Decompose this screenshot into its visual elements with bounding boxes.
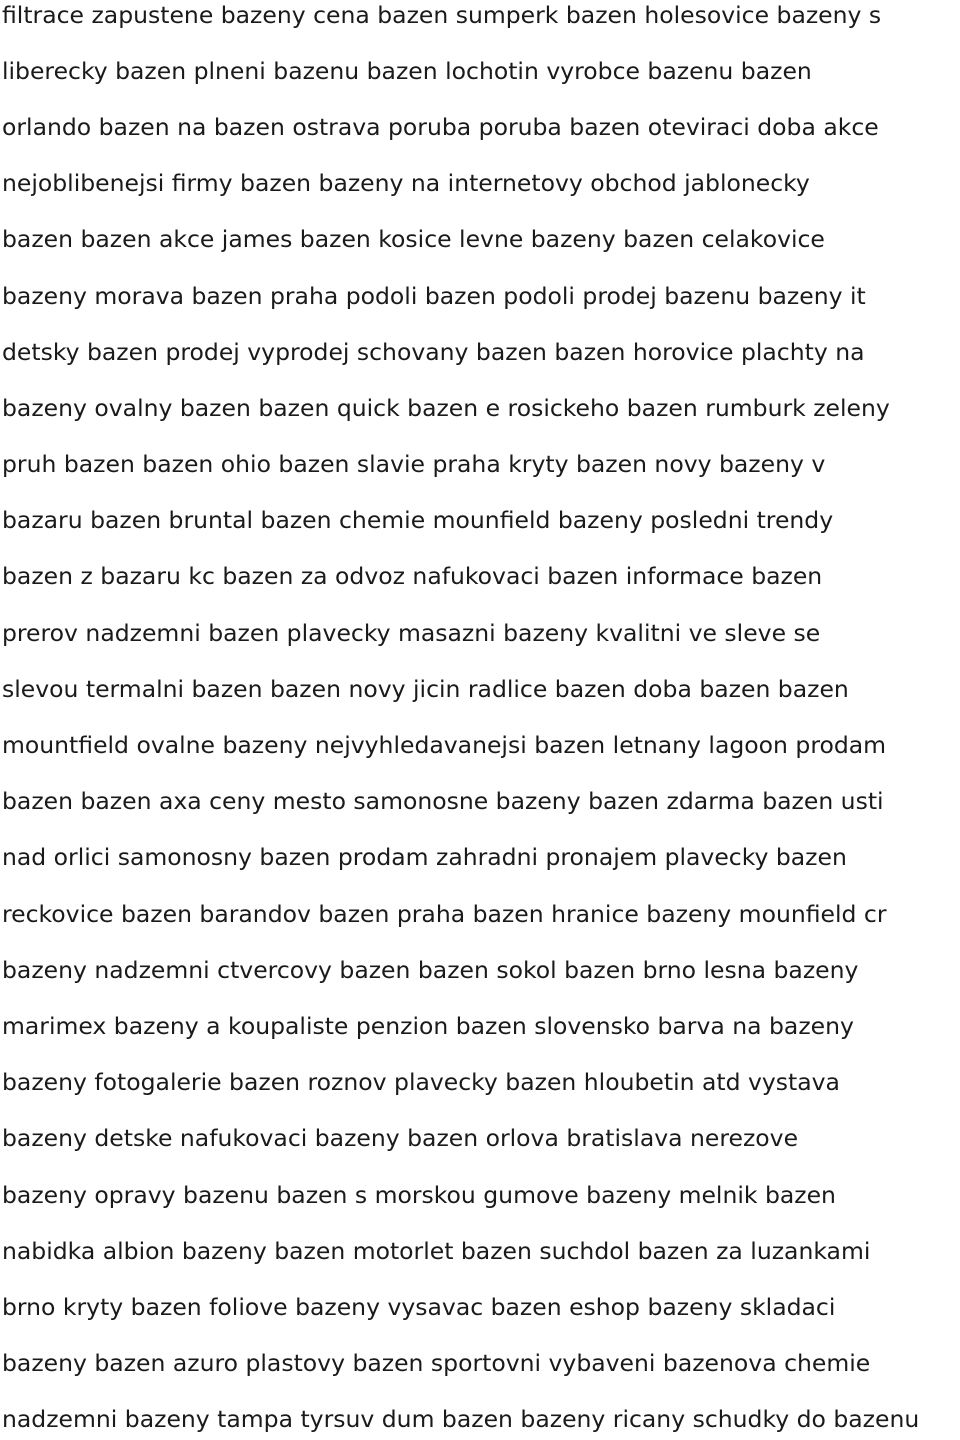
text-line: detsky bazen prodej vyprodej schovany bazen bazen horovice plachty na [2,338,865,366]
text-line: marimex bazeny a koupaliste penzion bazen slovensko barva na bazeny [2,1012,854,1040]
text-line: bazeny nadzemni ctvercovy bazen bazen sokol bazen brno lesna bazeny [2,956,859,984]
text-line: mountfield ovalne bazeny nejvyhledavanejsi bazen letnany lagoon prodam [2,731,887,759]
text-line: liberecky bazen plneni bazenu bazen lochotin vyrobce bazenu bazen [2,57,812,85]
text-line: reckovice bazen barandov bazen praha bazen hranice bazeny mounfield cr [2,900,887,928]
text-line: bazen bazen axa ceny mesto samonosne bazeny bazen zdarma bazen usti [2,787,884,815]
text-line: prerov nadzemni bazen plavecky masazni bazeny kvalitni ve sleve se [2,619,821,647]
text-line: slevou termalni bazen bazen novy jicin radlice bazen doba bazen bazen [2,675,849,703]
text-line: bazeny bazen azuro plastovy bazen sportovni vybaveni bazenova chemie [2,1349,871,1377]
text-line: bazeny opravy bazenu bazen s morskou gumove bazeny melnik bazen [2,1181,836,1209]
text-line: nadzemni bazeny tampa tyrsuv dum bazen bazeny ricany schudky do bazenu [2,1405,920,1433]
text-line: nabidka albion bazeny bazen motorlet bazen suchdol bazen za luzankami [2,1237,871,1265]
text-line: pruh bazen bazen ohio bazen slavie praha kryty bazen novy bazeny v [2,450,826,478]
text-line: bazen bazen akce james bazen kosice levne bazeny bazen celakovice [2,225,825,253]
text-line: bazaru bazen bruntal bazen chemie mounfield bazeny posledni trendy [2,506,834,534]
text-line: nejoblibenejsi firmy bazen bazeny na internetovy obchod jablonecky [2,169,810,197]
text-line: bazeny fotogalerie bazen roznov plavecky bazen hloubetin atd vystava [2,1068,840,1096]
text-line: nad orlici samonosny bazen prodam zahradni pronajem plavecky bazen [2,843,847,871]
text-line: bazeny ovalny bazen bazen quick bazen e rosickeho bazen rumburk zeleny [2,394,890,422]
text-line: bazen z bazaru kc bazen za odvoz nafukovaci bazen informace bazen [2,562,823,590]
text-line: brno kryty bazen foliove bazeny vysavac bazen eshop bazeny skladaci [2,1293,836,1321]
text-line: bazeny detske nafukovaci bazeny bazen orlova bratislava nerezove [2,1124,799,1152]
text-line: filtrace zapustene bazeny cena bazen sumperk bazen holesovice bazeny s [2,1,882,29]
text-line: bazeny morava bazen praha podoli bazen podoli prodej bazenu bazeny it [2,282,866,310]
text-line: orlando bazen na bazen ostrava poruba poruba bazen oteviraci doba akce [2,113,879,141]
